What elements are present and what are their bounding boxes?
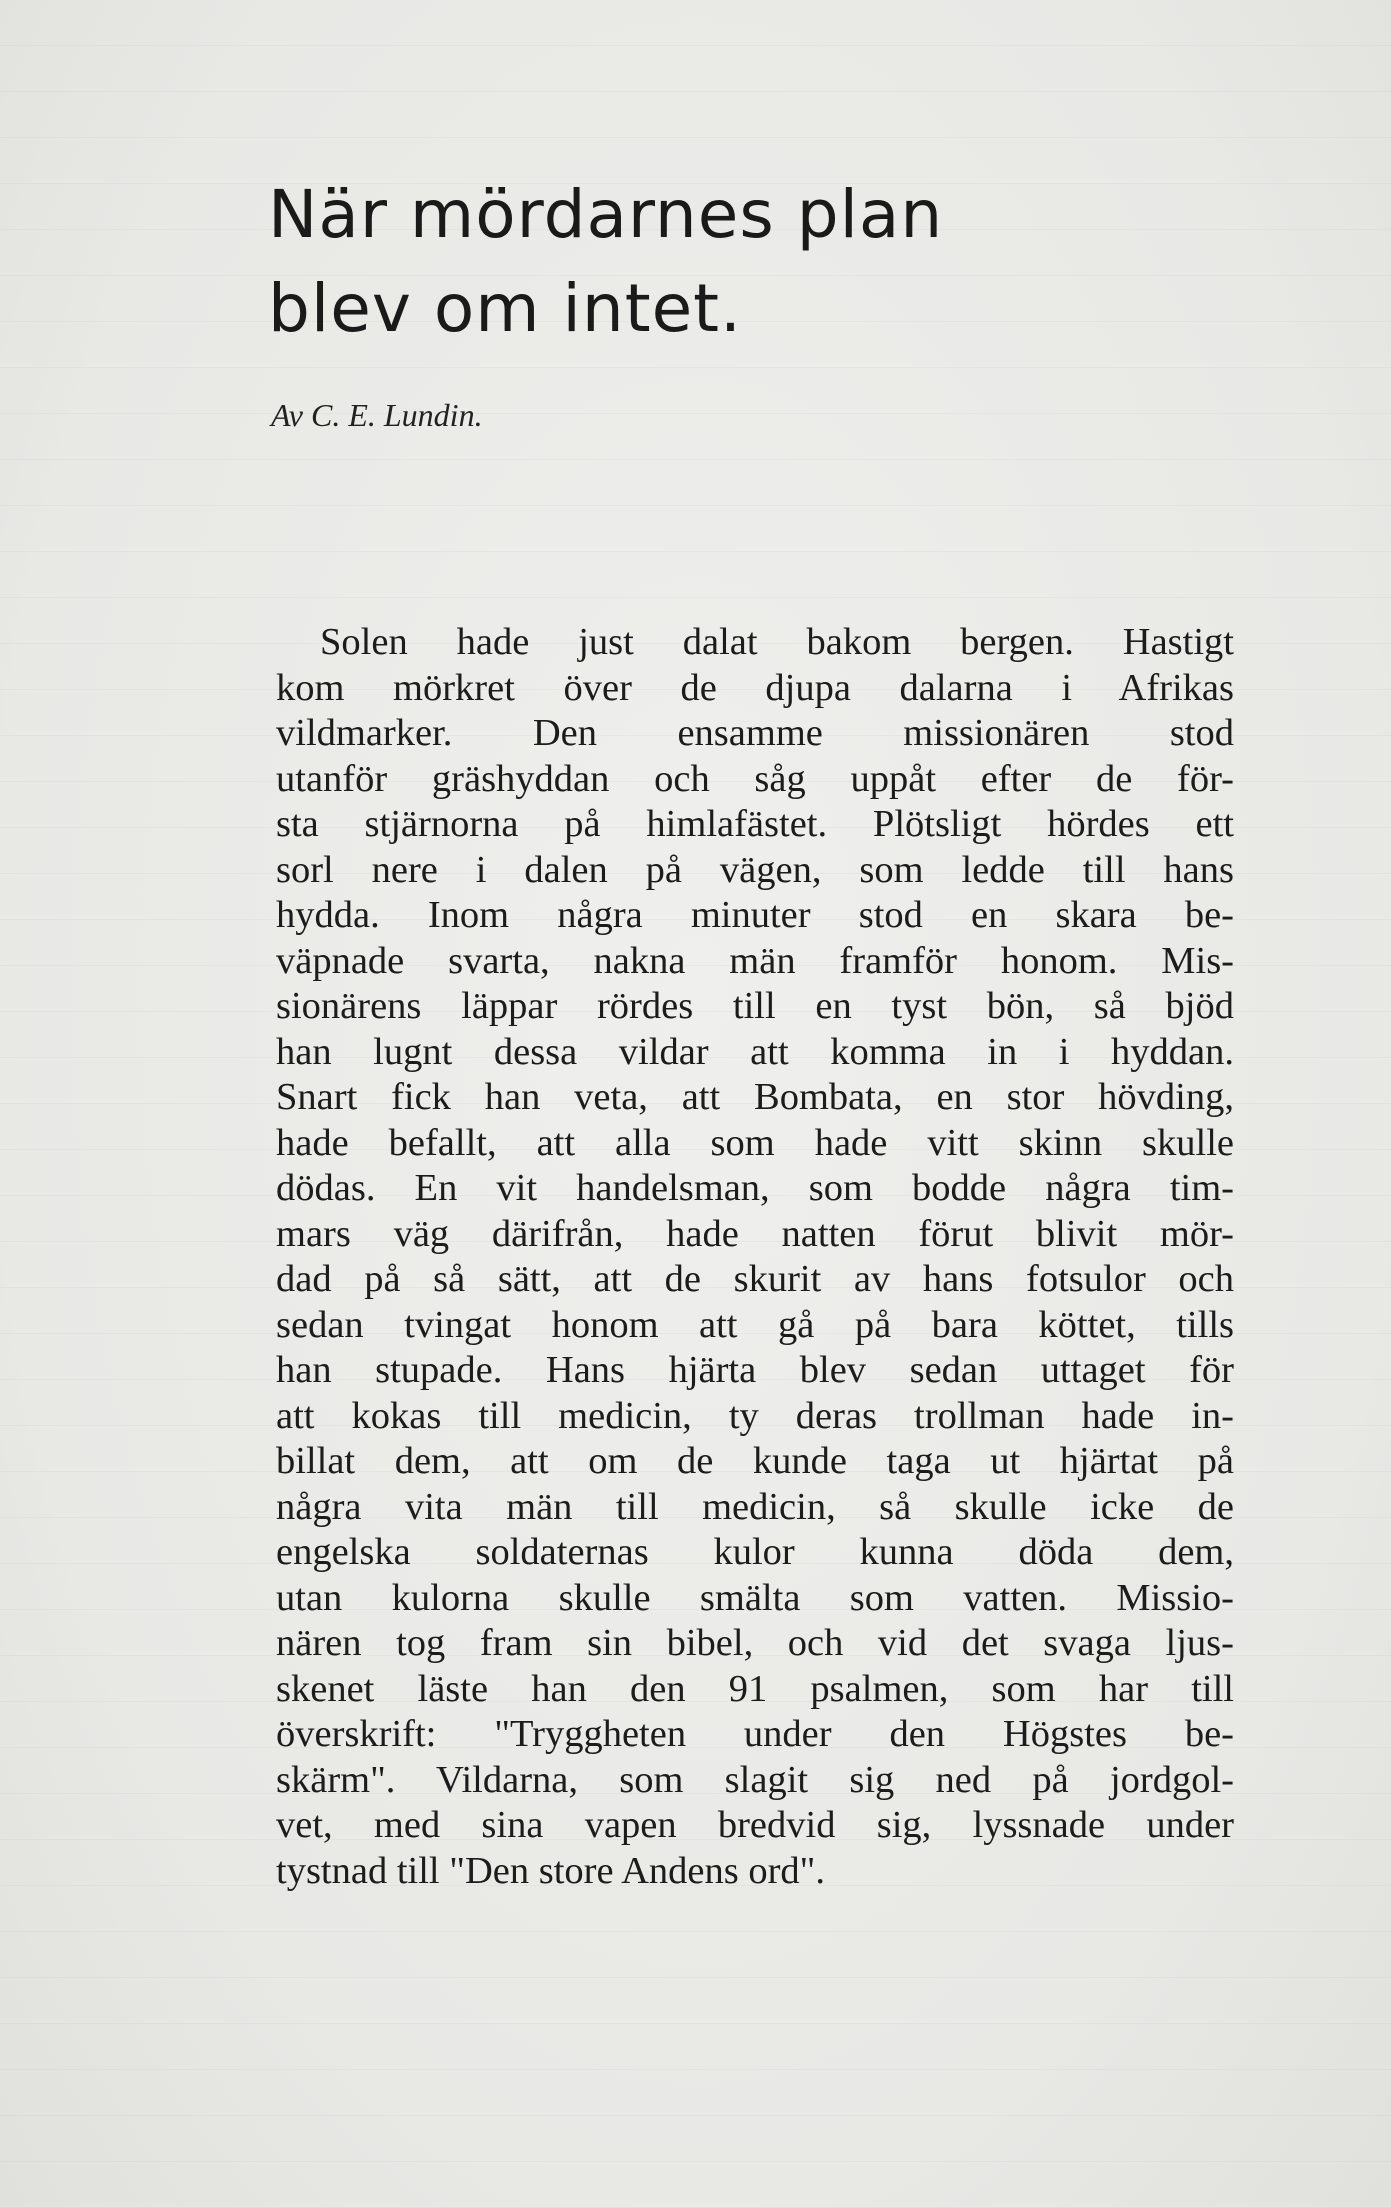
text-line: kom mörkret över de djupa dalarna i Afrikas bbox=[276, 666, 1234, 709]
text-line: Solen hade just dalat bakom bergen. Hastigt bbox=[320, 621, 1234, 663]
text-line: att kokas till medicin, ty deras trollman hade in- bbox=[276, 1394, 1234, 1437]
text-line: sionärens läppar rördes till en tyst bön, så bjöd bbox=[276, 985, 1234, 1027]
text-line: tystnad till "Den store Andens ord". bbox=[276, 1849, 825, 1892]
text-line: sedan tvingat honom att gå på bara köttet, tills bbox=[276, 1303, 1234, 1346]
text-line: utan kulorna skulle smälta som vatten. Missio- bbox=[276, 1576, 1234, 1619]
text-line: vildmarker. Den ensamme missionären stod bbox=[276, 712, 1234, 754]
title-line-2: blev om intet. bbox=[268, 270, 743, 347]
text-line: Snart fick han veta, att Bombata, en stor hövding, bbox=[276, 1076, 1234, 1118]
title-line-1: När mördarnes plan bbox=[268, 176, 944, 253]
text-line: engelska soldaternas kulor kunna döda dem, bbox=[276, 1531, 1234, 1573]
text-line: mars väg därifrån, hade natten förut blivit mör- bbox=[276, 1212, 1234, 1255]
text-line: han lugnt dessa vildar att komma in i hyddan. bbox=[276, 1030, 1234, 1073]
text-line: dad på så sätt, att de skurit av hans fotsulor och bbox=[276, 1258, 1234, 1300]
text-line: sta stjärnorna på himlafästet. Plötsligt hördes ett bbox=[276, 803, 1234, 845]
text-line: dödas. En vit handelsman, som bodde några tim- bbox=[276, 1167, 1234, 1209]
text-line: överskrift: "Tryggheten under den Högstes be- bbox=[276, 1713, 1234, 1755]
body-paragraph bbox=[276, 620, 1234, 1894]
text-line: sorl nere i dalen på vägen, som ledde till hans bbox=[276, 848, 1234, 891]
text-line: skenet läste han den 91 psalmen, som har till bbox=[276, 1667, 1234, 1710]
byline: Av C. E. Lundin. bbox=[271, 397, 483, 433]
text-line: hade befallt, att alla som hade vitt skinn skulle bbox=[276, 1121, 1234, 1164]
text-line: billat dem, att om de kunde taga ut hjärtat på bbox=[276, 1440, 1234, 1482]
text-line: väpnade svarta, nakna män framför honom. Mis- bbox=[276, 939, 1234, 982]
text-line: några vita män till medicin, så skulle icke de bbox=[276, 1485, 1234, 1528]
text-line: nären tog fram sin bibel, och vid det svaga ljus- bbox=[276, 1622, 1234, 1664]
article-title bbox=[268, 168, 1168, 356]
text-line: han stupade. Hans hjärta blev sedan uttaget för bbox=[276, 1349, 1234, 1391]
text-line: skärm". Vildarna, som slagit sig ned på jordgol- bbox=[276, 1758, 1234, 1801]
text-line: hydda. Inom några minuter stod en skara be- bbox=[276, 894, 1234, 936]
text-line: utanför gräshyddan och såg uppåt efter de för- bbox=[276, 757, 1234, 800]
text-line: vet, med sina vapen bredvid sig, lyssnade under bbox=[276, 1804, 1234, 1846]
